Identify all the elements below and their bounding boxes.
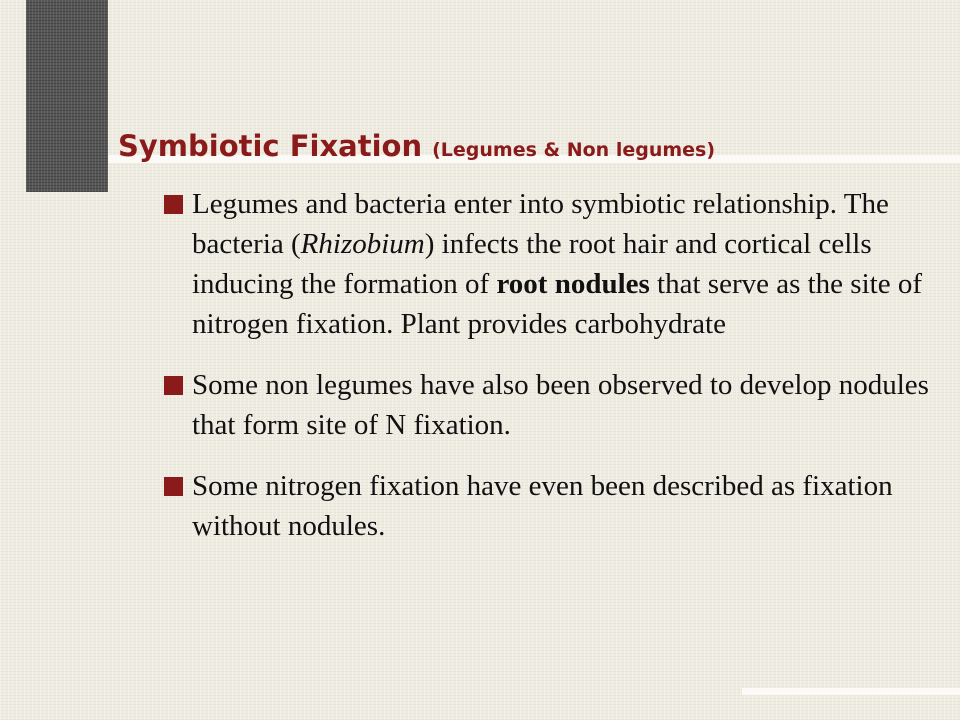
bullet-item <box>162 184 932 344</box>
footer-divider-line <box>742 688 960 695</box>
decorative-side-block <box>26 0 108 192</box>
bullet-item <box>162 365 932 445</box>
square-bullet-icon <box>164 477 183 496</box>
bullet-text-segment: Some non legumes have also been observed to develop nodules that form site of N fixation. <box>192 369 929 441</box>
bullet-text-segment: Legumes and bacteria enter into symbiotic relationship. The bacteria ( <box>192 188 889 260</box>
bullet-text-italic: Rhizobium <box>300 228 425 260</box>
bullet-item <box>162 466 932 546</box>
bullet-text-segment: that serve as the site of nitrogen fixation. Plant provides carbohydrate <box>192 268 922 340</box>
slide-title-main: Symbiotic Fixation <box>118 129 423 163</box>
bullet-list <box>162 184 932 567</box>
bullet-text-segment: ) infects the root hair and cortical cells inducing the formation of <box>192 228 872 300</box>
bullet-text <box>192 365 932 445</box>
bullet-text-bold: root nodules <box>496 268 650 300</box>
bullet-text <box>192 184 932 344</box>
slide-title <box>118 126 715 164</box>
square-bullet-icon <box>164 376 183 395</box>
bullet-text <box>192 466 932 546</box>
bullet-text-segment: Some nitrogen fixation have even been described as fixation without nodules. <box>192 470 893 542</box>
slide-subtitle: (Legumes & Non legumes) <box>432 139 716 161</box>
square-bullet-icon <box>164 195 183 214</box>
